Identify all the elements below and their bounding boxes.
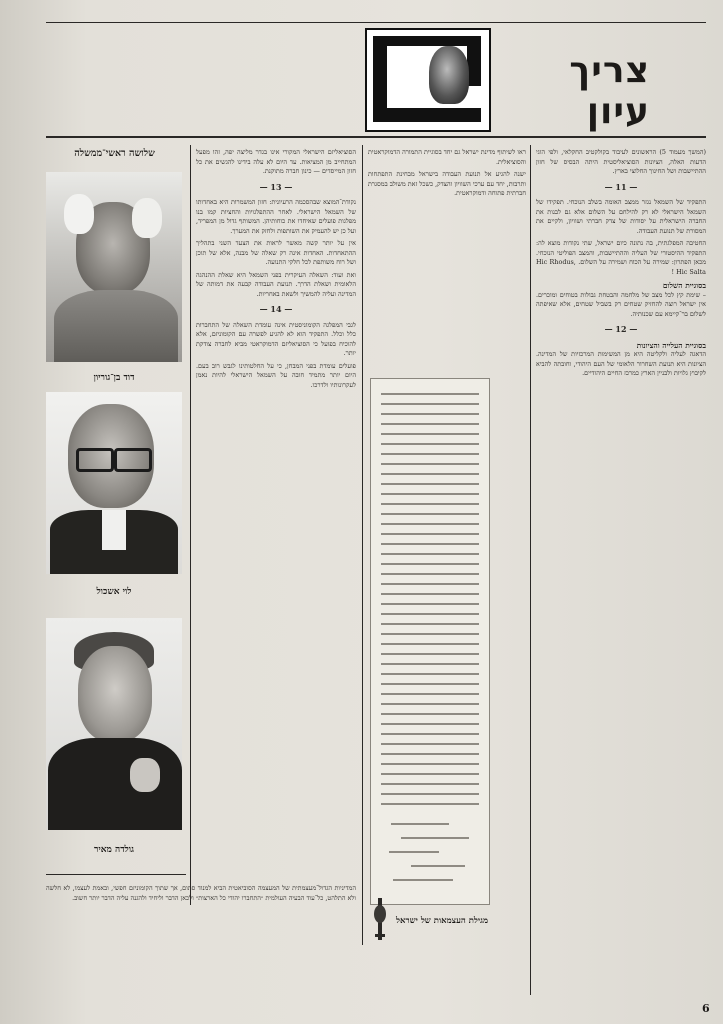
paragraph: – שימת קץ לכל מצב של מלחמה והבטחת גבולות בטוחים ומוכרים. אין ישראל רוצה להחזיק שטחים רק בשביל שטחים, אלא שאיפתה לשלום בר־קיימא עם שכנותיה. [536, 290, 706, 318]
paragraph: ראו לשיתוף מדינת ישראל גם יחד בסוגיית התמורה הדמוקראטית והסוציאלית. [368, 148, 526, 166]
section-number: — 11 — [604, 181, 638, 192]
section-number: — 12 — [604, 324, 638, 334]
portrait-ben-gurion [46, 172, 182, 362]
column-divider-1 [190, 145, 191, 905]
paragraph: אין על יותר קשה מאשר לראות את הצעד השני בתהליך ההתאחדות. האחדות אינה רק שאלה של מבנה, אלא של תוכן ושל רוח משותפת לכל חלקי התנועה. [196, 239, 356, 266]
paragraph: פועלים עומדת בפני המבחן, כי על החלטותינו לגבש רוב בעם. היום יותר מתמיד חובה על השמאל הישראלי להיות נאמן לעקרונותיו ולדרכו. [196, 361, 356, 389]
portrait-eshkol [46, 392, 182, 574]
article-column-right [536, 148, 706, 998]
caption-ben-gurion: דוד בן־גוריון [93, 373, 135, 383]
page-number: 6 [702, 1002, 710, 1015]
section-title: צריך עיון [569, 50, 650, 132]
paragraph: הסוציאליזם הישראלי המקורי אינו בגדר מליצה יפה, זהו מפעל המתחייב מן המציאות. עד היום לא עלה בידינו להגשים את כל חזון המייסדים — כינון חברה מתוקנת. [196, 148, 356, 175]
face-silhouette-icon [429, 46, 469, 104]
paragraph: (המשך מעמוד 5) הראשונים לעיבוד בקולקטיב החקלאי, ולפי הוגי הדעות האלה, הציונות הסוציאליסטית היתה הבסיס של חזון ההתיישבות ושל החינוך החלוצי בארץ. [536, 148, 706, 175]
paragraph: ואת ועוד: השאלה העיקרית בפני השמאל היא שאלת ההנהגה הלאומית ושאלת הדרך. תנועת העבודה קבעה את דמותה של המדינה ועליה להמשיך ולשאת באחריות. [196, 270, 356, 298]
section-logo [365, 28, 491, 132]
header-bottom-rule [46, 136, 706, 138]
portrait-golda-meir [46, 618, 182, 830]
caption-eshkol: לוי אשכול [96, 587, 132, 597]
column-divider-3 [530, 145, 531, 995]
caption-golda-meir: גולדה מאיר [93, 845, 135, 855]
sidebar-heading: שלושה ראשי־ממשלה [74, 148, 155, 159]
paragraph: נקודת־המוצא שבהסכמה הרעיונית: חזון המשמרות היא באחדותו של השמאל הישראלי. לאחר ההתפלגויות והחציות קמו בנו מפלגות פועלים שאיחדו את כוחותיהן. המשותף גדול מן המפריד, ועל כן יש להעמיק את השותפות ולחזק את המערך. [196, 198, 356, 235]
declaration-image [370, 378, 490, 905]
article-column-left [196, 148, 356, 880]
article-column-middle [368, 148, 526, 370]
declaration-caption: מגילת העצמאות של ישראל [396, 916, 488, 926]
subheading: בסוגיית העלייה והציונות [636, 340, 706, 350]
paragraph: המדיניות הגדול־מעצמתית של המעצמה הסוביאטית הביא למנוד סתום, אך שתוך הקומוניזם חפשי, ובאמת לעצמו, לא חלשה ולא התלהט, כל־עוד הבעיה העולמית ״התחברו יהודי כל הארצות״ ולכאן הדבר וליחיד ולהגנה עליה הדבר יותר חשוב. [46, 884, 356, 902]
subheading: בסוגיית השלום [662, 281, 706, 290]
paragraph: ישנה להגיע אל תנועת העבודה בישראל מבחינת התפתחות ותרבות, יחד עם ערכי השוויון והצדק, כשכל זאת משולב במסגרת חברתית פתוחה ודמוקראטית. [368, 170, 526, 197]
bottom-article-text [46, 884, 356, 974]
paragraph: החטיבה המפלגתית, בה נתונה כיום ישראל, שתי נקודות מוצא לה: התפקיד ההיסטורי של העליה וההתיישבות, והמצב הפוליטי הנוכחי. מכאן הפתרון: שמירה על הכוח ושמירה על השלום. Hic Rhodus, Hic Salta ! [536, 239, 706, 276]
section-number: — 14 — [259, 304, 293, 314]
header-top-rule [46, 22, 706, 23]
paragraph: הדאגה לעליה ולקליטה היא מן המשימות המרכזיות של המדינה. הציונות היא תנועת השחרור הלאומי של העם היהודי, וחובתה להביא לקיבוץ גלויות ולבניין הארץ כמרכז החיים היהודיים. [536, 350, 706, 377]
column-divider-2 [362, 145, 363, 945]
section-number: — 13 — [259, 181, 293, 192]
torah-scroll-icon [373, 898, 387, 940]
paragraph: לגבי המפלגה הקומוניסטית אינה עומדת השאלה של התחברות כלל וכלל. התפקיד הוא לא להגיע לפשרה עם הקומוניזם, אלא להוכיח בפועל כי הסוציאליזם הדמוקראטי מביא לחברה צודקת יותר. [196, 320, 356, 357]
paragraph: התפקיד של השמאל נגזר ממצב האומה בשלב הנוכחי. תפקידו של השמאל הישראלי לא רק להילחם על השלום אלא גם לבנות את החברה הישראלית על יסודות של צדק חברתי ושוויון, ולקיים את המסורת של תנועת העבודה. [536, 198, 706, 235]
sidebar-bottom-rule [46, 874, 186, 875]
